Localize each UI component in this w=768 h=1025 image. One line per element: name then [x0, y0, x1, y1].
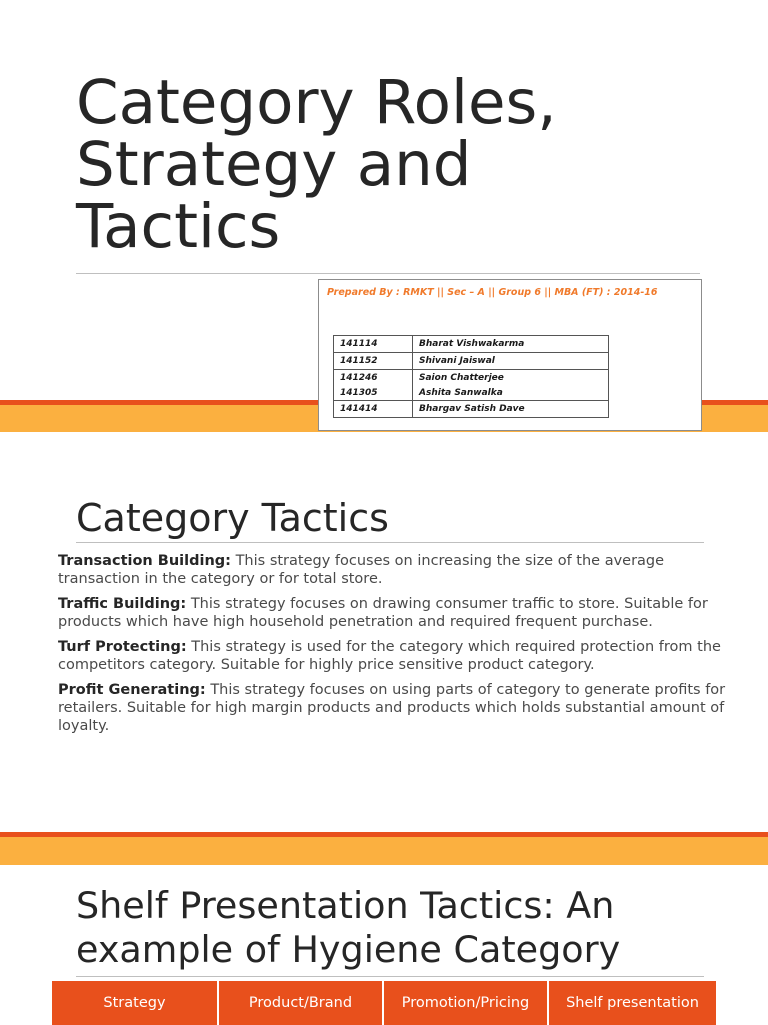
- tactic-term: Profit Generating:: [58, 682, 206, 698]
- tactic-term: Turf Protecting:: [58, 639, 187, 655]
- tactic-term: Transaction Building:: [58, 553, 231, 569]
- column-header-shelf-presentation: Shelf presentation: [549, 981, 716, 1025]
- prepared-by-card: [318, 279, 702, 431]
- slide3-title: Shelf Presentation Tactics: An example of Hygiene Category: [76, 884, 621, 971]
- member-id: 141414: [334, 401, 413, 418]
- list-item: [58, 595, 726, 631]
- column-header-strategy: Strategy: [52, 981, 217, 1025]
- member-id: 141152: [334, 353, 413, 370]
- member-name: Saion Chatterjee: [413, 370, 609, 386]
- column-header-promotion-pricing: Promotion/Pricing: [384, 981, 547, 1025]
- tactic-description: This strategy focuses on increasing the size of the average transaction in the category or for total store.: [58, 553, 665, 587]
- slide3-title-divider: [76, 976, 704, 977]
- slide1-title-line-2: Strategy and: [76, 129, 472, 200]
- member-id: 141305: [334, 385, 413, 401]
- tactic-description: This strategy focuses on drawing consumer traffic to store. Suitable for products which have high household penetration and required frequent purchase.: [58, 596, 708, 630]
- member-name: Ashita Sanwalka: [413, 385, 609, 401]
- member-id: 141246: [334, 370, 413, 386]
- slide1-title-line-3: Tactics: [76, 191, 281, 262]
- table-row: [334, 401, 609, 418]
- tactic-description: This strategy focuses on using parts of category to generate profits for retailers. Suitable for high margin products and products which holds substantial amount of loyalty.: [58, 682, 726, 734]
- tactics-list: [58, 552, 726, 742]
- list-item: [58, 638, 726, 674]
- group-members-table: [333, 335, 609, 418]
- tactic-term: Traffic Building:: [58, 596, 187, 612]
- prepared-by-line: Prepared By : RMKT || Sec – A || Group 6 || MBA (FT) : 2014-16: [327, 287, 658, 298]
- slide1-title-divider: [76, 273, 700, 274]
- member-id: 141114: [334, 336, 413, 353]
- slide1-title-line-1: Category Roles,: [76, 67, 557, 138]
- member-name: Shivani Jaiswal: [413, 353, 609, 370]
- slide2-title: Category Tactics: [76, 496, 389, 540]
- member-name: Bhargav Satish Dave: [413, 401, 609, 418]
- table-row: [334, 336, 609, 353]
- tactic-description: This strategy is used for the category which required protection from the competitors category. Suitable for highly price sensitive product category.: [58, 639, 721, 673]
- slide2-title-divider: [76, 542, 704, 543]
- shelf-presentation-table-header: [52, 981, 716, 1025]
- member-name: Bharat Vishwakarma: [413, 336, 609, 353]
- list-item: [58, 681, 726, 735]
- table-row: [334, 353, 609, 370]
- slide2-band: [0, 837, 768, 865]
- list-item: [58, 552, 726, 588]
- table-row: [334, 370, 609, 386]
- slide1-title: [76, 67, 716, 262]
- column-header-product-brand: Product/Brand: [219, 981, 382, 1025]
- table-row: [334, 385, 609, 401]
